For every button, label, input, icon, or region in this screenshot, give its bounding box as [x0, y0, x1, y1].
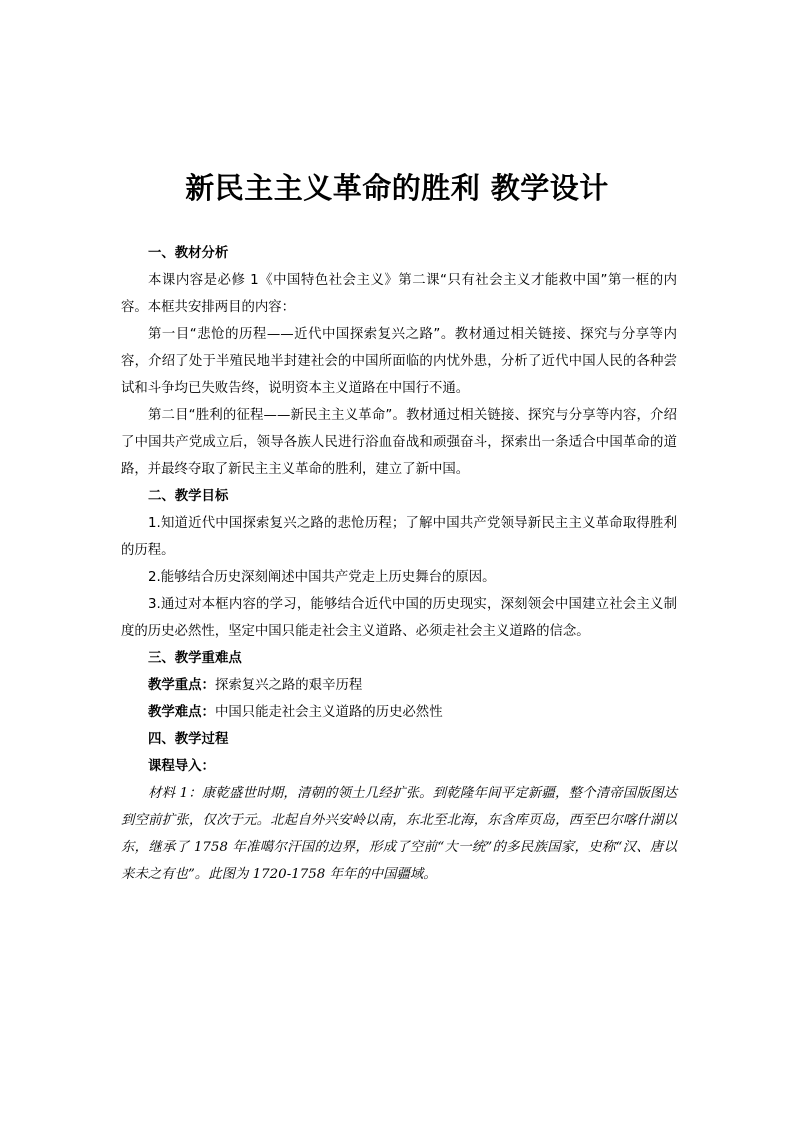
paragraph-course-content: 本课内容是必修 1《中国特色社会主义》第二课“只有社会主义才能救中国”第一框的内容。本框共安排两目的内容：	[121, 273, 677, 315]
section-heading-key-difficult-points: 三、教学重难点	[148, 651, 242, 666]
material-1-paragraph: 材料 1：康乾盛世时期，清朝的领土几经扩张。到乾隆年间平定新疆，整个清帝国版图达到空前扩张，仅次于元。北起自外兴安岭以南，东北至北海，东含库页岛，西至巴尔喀什湖以东，继承了 1758 年准噶尔汗国的边界，形成了空前“大一统”的多民族国家，史称“汉、唐以来未之有也”。此图为 1720-1758 年年的中国疆域。	[121, 786, 677, 882]
key-point-label: 教学重点：	[148, 678, 215, 693]
key-point-text: 探索复兴之路的艰辛历程	[214, 678, 363, 693]
section-heading-textbook-analysis: 一、教材分析	[148, 246, 229, 261]
goal-item-1: 1.知道近代中国探索复兴之路的悲怆历程；了解中国共产党领导新民主主义革命取得胜利的历程。	[121, 516, 677, 558]
document-body	[121, 240, 677, 888]
paragraph-second-item: 第二目“胜利的征程——新民主主义革命”。教材通过相关链接、探究与分享等内容，介绍了中国共产党成立后，领导各族人民进行浴血奋战和顽强奋斗，探索出一条适合中国革命的道路，并最终夺取了新民主主义革命的胜利，建立了新中国。	[121, 408, 677, 477]
goal-item-3: 3.通过对本框内容的学习，能够结合近代中国的历史现实，深刻领会中国建立社会主义制度的历史必然性，坚定中国只能走社会主义道路、必须走社会主义道路的信念。	[121, 597, 677, 639]
key-point-line	[121, 672, 677, 699]
difficult-point-label: 教学难点：	[148, 705, 215, 720]
difficult-point-text: 中国只能走社会主义道路的历史必然性	[214, 705, 443, 720]
document-title: 新民主主义革命的胜利 教学设计	[185, 171, 609, 205]
section-heading-teaching-process: 四、教学过程	[148, 732, 229, 747]
course-intro-label: 课程导入：	[148, 759, 215, 774]
goal-item-2: 2.能够结合历史深刻阐述中国共产党走上历史舞台的原因。	[148, 570, 496, 585]
paragraph-first-item: 第一目“悲怆的历程——近代中国探索复兴之路”。教材通过相关链接、探究与分享等内容，介绍了处于半殖民地半封建社会的中国所面临的内忧外患，分析了近代中国人民的各种尝试和斗争均已失败告终，说明资本主义道路在中国行不通。	[121, 327, 677, 396]
section-heading-teaching-goals: 二、教学目标	[148, 489, 229, 504]
difficult-point-line	[121, 699, 677, 726]
